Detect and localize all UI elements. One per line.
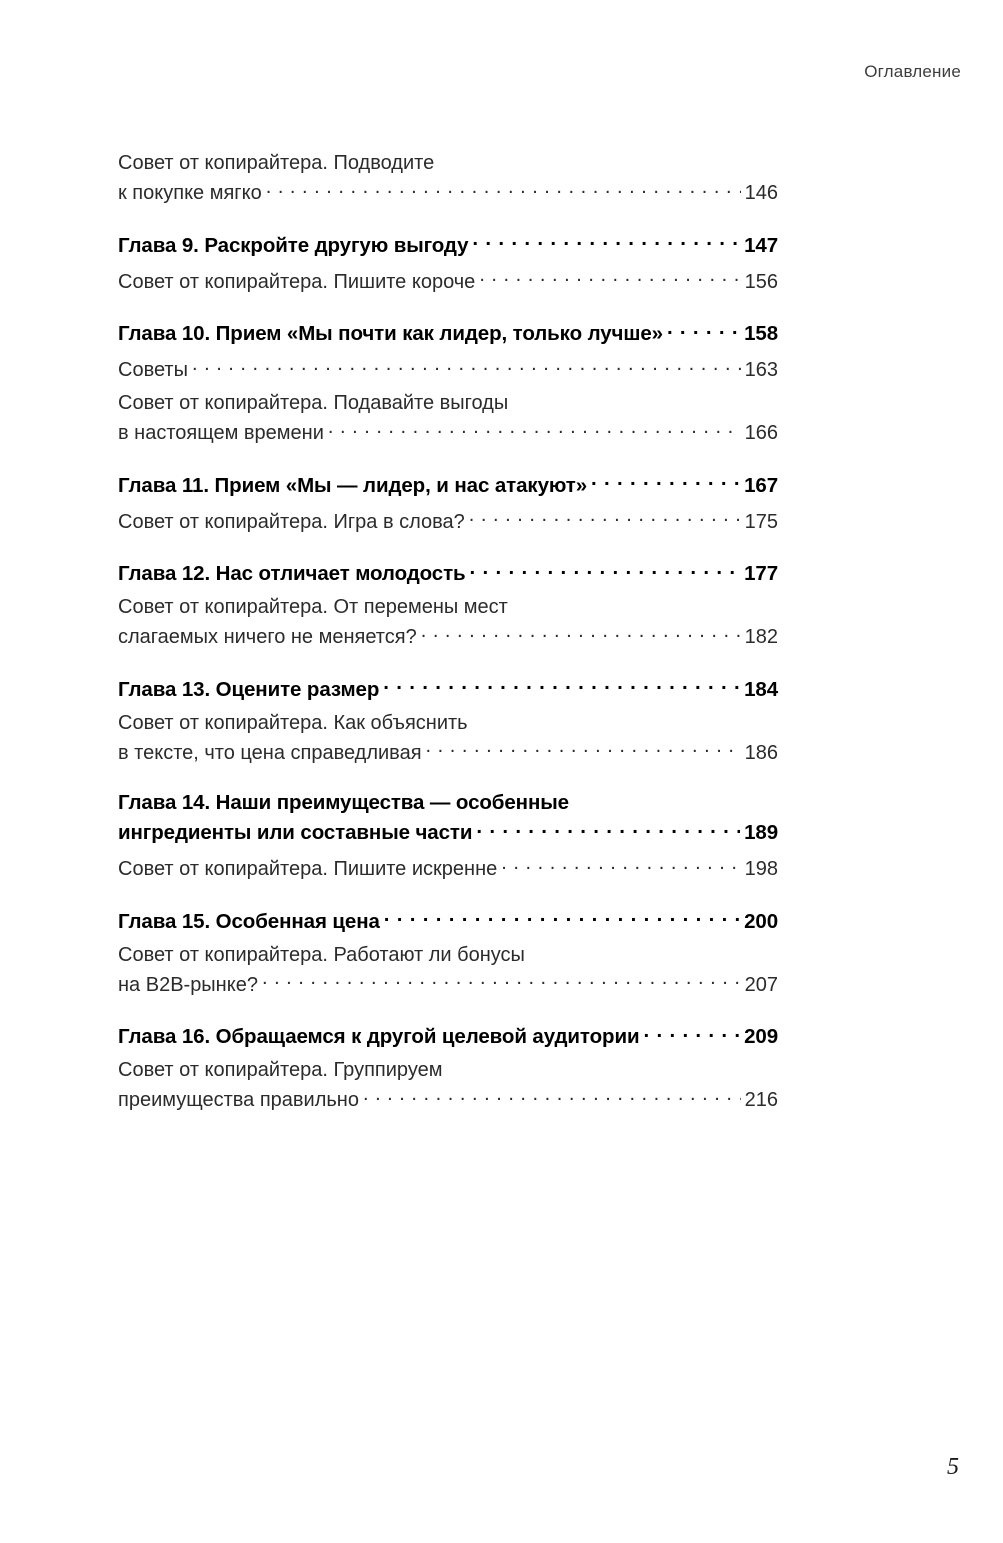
toc-entry-title: к покупке мягко [118, 182, 262, 204]
toc-entry-title: Совет от копирайтера. Игра в слова? [118, 510, 465, 533]
toc-chapter-entry[interactable] [118, 320, 778, 347]
toc-sub-entry[interactable] [118, 855, 778, 881]
toc-entry-line [118, 971, 778, 997]
toc-sub-entry[interactable] [118, 152, 778, 205]
toc-sub-entry[interactable] [118, 1059, 778, 1112]
toc-page-number: 163 [744, 359, 778, 381]
toc-entry-title: в тексте, что цена справедливая [118, 741, 422, 764]
toc-leader-dots [328, 419, 741, 439]
toc-page-number: 184 [744, 677, 778, 701]
toc-entry-title: Глава 9. Раскройте другую выгоду [118, 233, 469, 257]
toc-page-number: 167 [744, 473, 778, 497]
toc-page-number: 207 [744, 973, 778, 996]
toc-entry-line [118, 819, 778, 846]
toc-entry-line [118, 1059, 778, 1082]
toc-leader-dots [472, 231, 740, 252]
toc-leader-dots [591, 471, 740, 492]
toc-sub-entry[interactable] [118, 596, 778, 649]
toc-leader-dots [479, 268, 740, 288]
toc-leader-dots [469, 508, 741, 528]
toc-entry-line [118, 791, 778, 815]
toc-page-number: 186 [744, 741, 778, 764]
toc-page-number: 189 [744, 821, 778, 844]
toc-entry-line [118, 907, 778, 934]
toc-entry-title: Глава 12. Нас отличает молодость [118, 562, 466, 585]
toc-leader-dots [363, 1086, 741, 1106]
toc-page-number: 158 [744, 322, 778, 345]
toc-page-number: 198 [744, 858, 778, 880]
toc-entry-line [118, 268, 778, 294]
toc-entry-line [118, 1086, 778, 1112]
toc-entry-line [118, 356, 778, 382]
toc-leader-dots [476, 819, 740, 840]
toc-chapter-entry[interactable] [118, 471, 778, 498]
toc-leader-dots [501, 855, 740, 875]
toc-page-number: 175 [744, 510, 778, 533]
toc-sub-entry[interactable] [118, 392, 778, 445]
toc-entry-title: Совет от копирайтера. От перемены мест [118, 596, 508, 618]
toc-entry-line [118, 675, 778, 702]
toc-entry-line [118, 1023, 778, 1050]
toc-page-number: 146 [744, 182, 778, 204]
toc-chapter-entry[interactable] [118, 675, 778, 702]
toc-leader-dots [262, 971, 741, 991]
toc-entry-line [118, 392, 778, 415]
toc-chapter-entry[interactable] [118, 560, 778, 587]
toc-chapter-entry[interactable] [118, 907, 778, 934]
toc-entry-title: слагаемых ничего не меняется? [118, 626, 417, 648]
toc-page-number: 166 [744, 422, 778, 444]
toc-page-number: 182 [744, 626, 778, 648]
toc-leader-dots [266, 179, 741, 199]
toc-entry-line [118, 596, 778, 619]
toc-leader-dots [667, 320, 740, 341]
toc-sub-entry[interactable] [118, 508, 778, 534]
toc-entry-title: Глава 11. Прием «Мы — лидер, и нас атакуют» [118, 473, 588, 497]
toc-entry-line [118, 471, 778, 498]
toc-chapter-entry[interactable] [118, 791, 778, 846]
toc-entry-title: Совет от копирайтера. Подавайте выгоды [118, 392, 509, 414]
toc-entry-line [118, 855, 778, 881]
toc-entry-line [118, 320, 778, 347]
table-of-contents [118, 142, 778, 1112]
toc-entry-title: Советы [118, 359, 188, 381]
toc-leader-dots [192, 356, 741, 376]
toc-entry-line [118, 560, 778, 587]
toc-sub-entry[interactable] [118, 712, 778, 765]
toc-leader-dots [426, 739, 741, 759]
toc-sub-entry[interactable] [118, 268, 778, 294]
toc-entry-title: Совет от копирайтера. Как объяснить [118, 711, 468, 734]
toc-entry-title: Совет от копирайтера. Пишите искренне [118, 858, 498, 880]
toc-entry-line [118, 419, 778, 445]
toc-sub-entry[interactable] [118, 944, 778, 997]
toc-entry-line [118, 179, 778, 205]
toc-entry-title: в настоящем времени [118, 422, 324, 444]
toc-entry-line [118, 152, 778, 175]
toc-entry-line [118, 739, 778, 765]
toc-page-number: 156 [744, 270, 778, 293]
toc-entry-line [118, 231, 778, 258]
toc-entry-line [118, 944, 778, 967]
toc-leader-dots [421, 623, 741, 643]
toc-sub-entry[interactable] [118, 356, 778, 382]
toc-leader-dots [643, 1023, 740, 1044]
running-head: Оглавление [864, 62, 961, 81]
toc-page-number: 216 [744, 1089, 778, 1111]
toc-entry-title: на B2B-рынке? [118, 973, 258, 996]
toc-entry-title: Глава 14. Наши преимущества — особенные [118, 790, 569, 814]
toc-entry-title: Совет от копирайтера. Работают ли бонусы [118, 943, 525, 966]
toc-chapter-entry[interactable] [118, 1023, 778, 1050]
toc-entry-title: Глава 10. Прием «Мы почти как лидер, только лучше» [118, 322, 663, 345]
toc-entry-title: Глава 16. Обращаемся к другой целевой аудитории [118, 1025, 640, 1048]
toc-page-number: 147 [744, 233, 778, 257]
toc-entry-title: Совет от копирайтера. Пишите короче [118, 270, 476, 293]
toc-chapter-entry[interactable] [118, 231, 778, 258]
toc-leader-dots [384, 907, 740, 928]
toc-entry-title: Глава 13. Оцените размер [118, 677, 380, 701]
toc-entry-title: ингредиенты или составные части [118, 821, 473, 844]
toc-entry-line [118, 623, 778, 649]
toc-page-number: 177 [744, 562, 778, 585]
toc-entry-line [118, 508, 778, 534]
toc-leader-dots [383, 675, 740, 696]
toc-entry-title: Глава 15. Особенная цена [118, 909, 380, 933]
toc-entry-title: Совет от копирайтера. Подводите [118, 152, 435, 174]
toc-entry-line [118, 712, 778, 735]
toc-entry-title: Совет от копирайтера. Группируем [118, 1059, 443, 1081]
toc-page-number: 200 [744, 909, 778, 933]
toc-page-number: 209 [744, 1025, 778, 1048]
page-number: 5 [947, 1454, 959, 1480]
toc-leader-dots [470, 560, 741, 581]
toc-entry-title: преимущества правильно [118, 1089, 359, 1111]
